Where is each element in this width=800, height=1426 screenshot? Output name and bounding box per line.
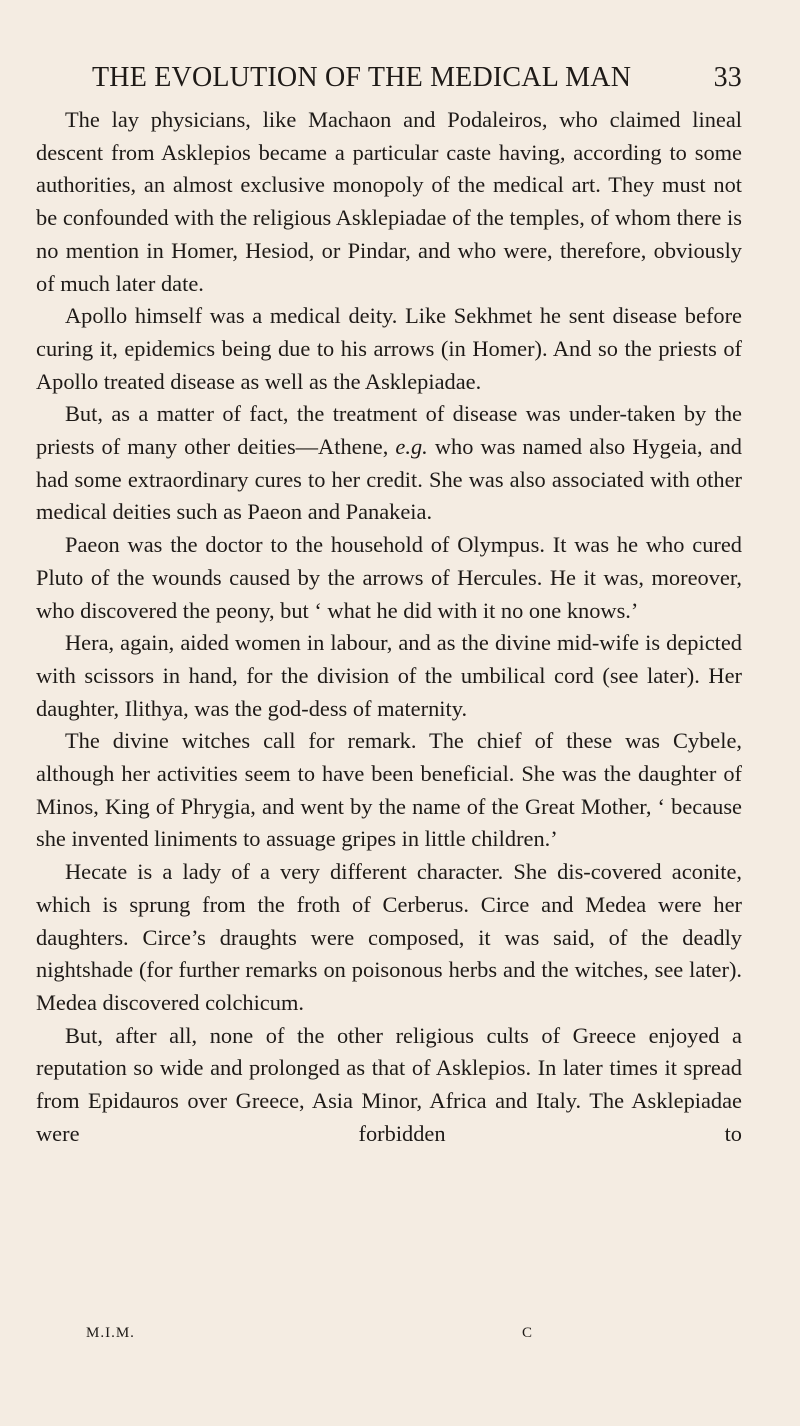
body-text [36, 104, 742, 1151]
paragraph: Apollo himself was a medical deity. Like Sekhmet he sent disease before curing it, epidemics being due to his arrows (in Homer). And so the priests of Apollo treated disease as well as the Asklepiadae. [36, 303, 742, 394]
running-title: THE EVOLUTION OF THE MEDICAL MAN [92, 62, 632, 93]
paragraph-text: But, as a matter of fact, the treatment of disease was under-taken by the priests of many other deities—Athene, [36, 401, 742, 460]
paragraph [36, 398, 742, 529]
paragraph: But, after all, none of the other religious cults of Greece enjoyed a reputation so wide and prolonged as that of Asklepios. In later times it spread from Epidauros over Greece, Asia Minor, Africa and Italy. The Asklepiadae were forbidden to [36, 1022, 742, 1146]
paragraph: Hera, again, aided women in labour, and as the divine mid-wife is depicted with scissors in hand, for the division of the umbilical cord (see later). Her daughter, Ilithya, was the god-dess of maternity. [36, 630, 742, 721]
paragraph: The divine witches call for remark. The chief of these was Cybele, although her activities seem to have been beneficial. She was the daughter of Minos, King of Phrygia, and went by the name of the Great Mother, ‘ because she invented liniments to assuage gripes in little children.’ [36, 728, 742, 852]
paragraph: Paeon was the doctor to the household of Olympus. It was he who cured Pluto of the wounds caused by the arrows of Hercules. He it was, moreover, who discovered the peony, but ‘ what he did with it no one knows.’ [36, 532, 742, 623]
running-header [92, 56, 742, 96]
italic-abbreviation: e.g. [395, 434, 428, 460]
signature-mark: M.I.M. [86, 1325, 135, 1341]
page-number: 33 [713, 62, 742, 93]
signature-line [86, 1325, 606, 1351]
paragraph: Hecate is a lady of a very different character. She dis-covered aconite, which is sprung from the froth of Cerberus. Circe and Medea were her daughters. Circe’s draughts were composed, it was said, of the deadly nightshade (for further remarks on poisonous herbs and the witches, see later). Medea discovered colchicum. [36, 859, 742, 1015]
paragraph: The lay physicians, like Machaon and Podaleiros, who claimed lineal descent from Asklepios became a particular caste having, according to some authorities, an almost exclusive monopoly of the medical art. They must not be confounded with the religious Asklepiadae of the temples, of whom there is no mention in Homer, Hesiod, or Pindar, and who were, therefore, obviously of much later date. [36, 107, 742, 296]
signature-letter: C [522, 1325, 534, 1341]
paragraph-text: who was named also Hygeia, and had some extraordinary cures to her credit. She was also associated with other medical deities such as Paeon and Panakeia. [36, 434, 742, 525]
